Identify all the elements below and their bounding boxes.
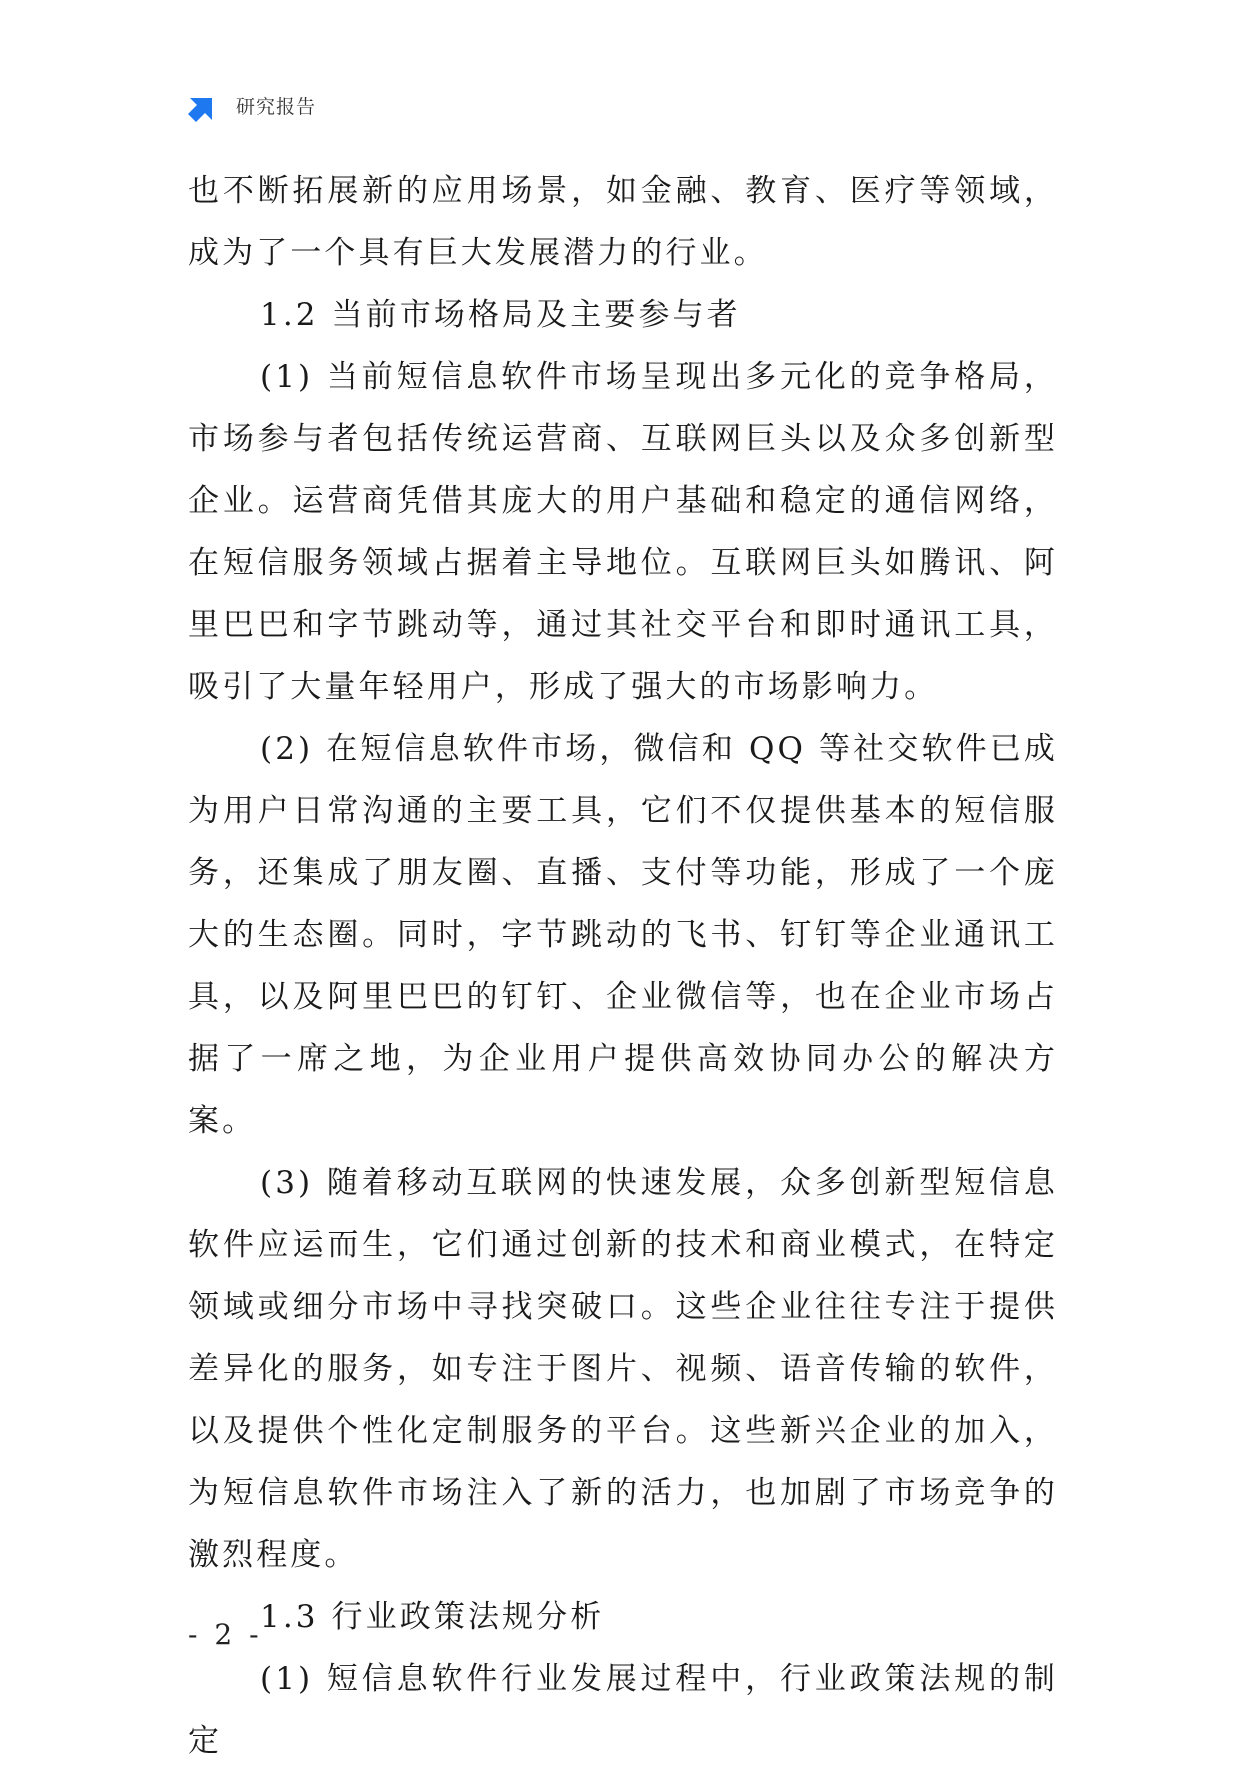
- page-header: [188, 88, 316, 122]
- paragraph: (1) 当前短信息软件市场呈现出多元化的竞争格局，市场参与者包括传统运营商、互联网巨头以及众多创新型企业。运营商凭借其庞大的用户基础和稳定的通信网络，在短信服务领域占据着主导地位。互联网巨头如腾讯、阿里巴巴和字节跳动等，通过其社交平台和即时通讯工具，吸引了大量年轻用户，形成了强大的市场影响力。: [188, 359, 1058, 705]
- header-title: 研究报告: [236, 95, 317, 118]
- section-heading: 1.2 当前市场格局及主要参与者: [260, 297, 741, 333]
- paragraph: 也不断拓展新的应用场景，如金融、教育、医疗等领域，成为了一个具有巨大发展潜力的行业。: [188, 173, 1058, 271]
- page-number: - 2 -: [188, 1618, 263, 1651]
- arrow-logo-icon: [188, 88, 222, 122]
- paragraph: (2) 在短信息软件市场，微信和 QQ 等社交软件已成为用户日常沟通的主要工具，它们不仅提供基本的短信服务，还集成了朋友圈、直播、支付等功能，形成了一个庞大的生态圈。同时，字节跳动的飞书、钉钉等企业通讯工具，以及阿里巴巴的钉钉、企业微信等，也在企业市场占据了一席之地，为企业用户提供高效协同办公的解决方案。: [188, 731, 1058, 1139]
- section-heading: 1.3 行业政策法规分析: [260, 1599, 605, 1635]
- paragraph: (3) 随着移动互联网的快速发展，众多创新型短信息软件应运而生，它们通过创新的技术和商业模式，在特定领域或细分市场中寻找突破口。这些企业往往专注于提供差异化的服务，如专注于图片、视频、语音传输的软件，以及提供个性化定制服务的平台。这些新兴企业的加入，为短信息软件市场注入了新的活力，也加剧了市场竞争的激烈程度。: [188, 1165, 1058, 1573]
- document-body: [188, 160, 1058, 1772]
- paragraph: (1) 短信息软件行业发展过程中，行业政策法规的制定: [188, 1661, 1058, 1759]
